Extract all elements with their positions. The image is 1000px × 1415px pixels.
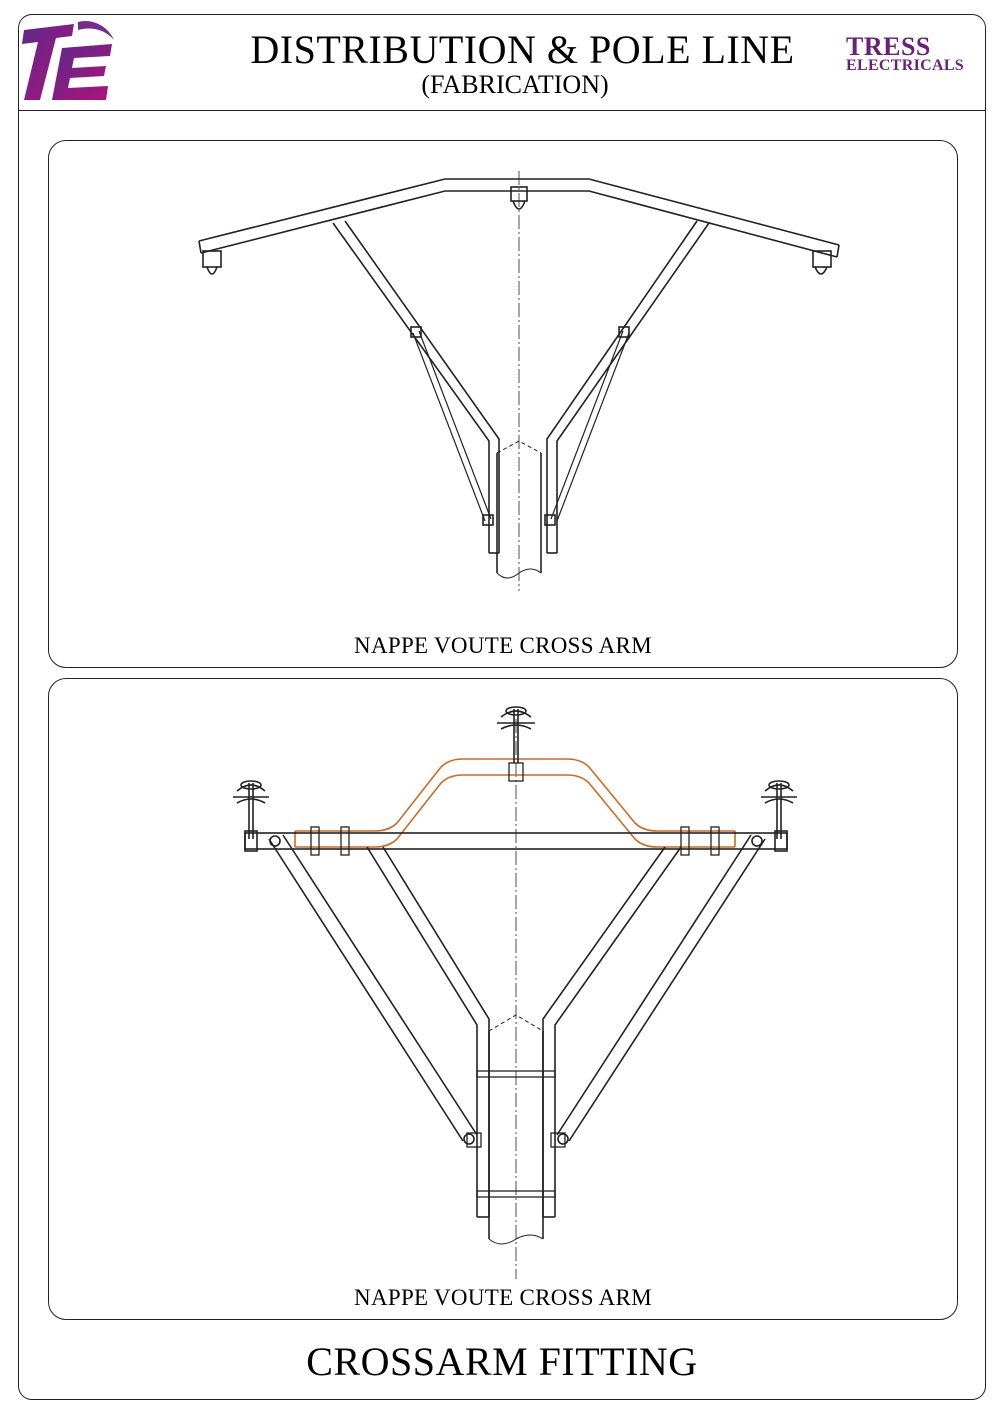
- page-footer-title: CROSSARM FITTING: [306, 1339, 698, 1384]
- clamp-left: [203, 251, 221, 274]
- drawing-panel-1: [48, 140, 958, 668]
- strut-inner-left: [367, 847, 489, 1217]
- strut-outer-right: [557, 835, 765, 1144]
- pole: [489, 719, 543, 1279]
- strut-outer-left: [269, 835, 477, 1144]
- drawing-panel-2: [48, 678, 958, 1320]
- crossarm-drawing-1: [49, 141, 958, 668]
- brand-name: TRESS: [846, 32, 931, 61]
- panel-caption: NAPPE VOUTE CROSS ARM: [354, 1285, 652, 1310]
- brand-logo: [846, 34, 991, 74]
- page-subtitle: (FABRICATION): [421, 70, 609, 99]
- bolts: [311, 763, 719, 855]
- pole: [497, 171, 541, 591]
- brand-tagline: ELECTRICALS: [846, 57, 965, 74]
- strut-inner-right: [543, 847, 681, 1217]
- strut-left: [333, 221, 499, 553]
- te-logo: [22, 20, 114, 104]
- crossarm-drawing-2: [49, 679, 958, 1320]
- page-title: DISTRIBUTION & POLE LINE: [250, 27, 795, 72]
- strut-right: [545, 221, 709, 553]
- panel-caption: NAPPE VOUTE CROSS ARM: [354, 633, 652, 658]
